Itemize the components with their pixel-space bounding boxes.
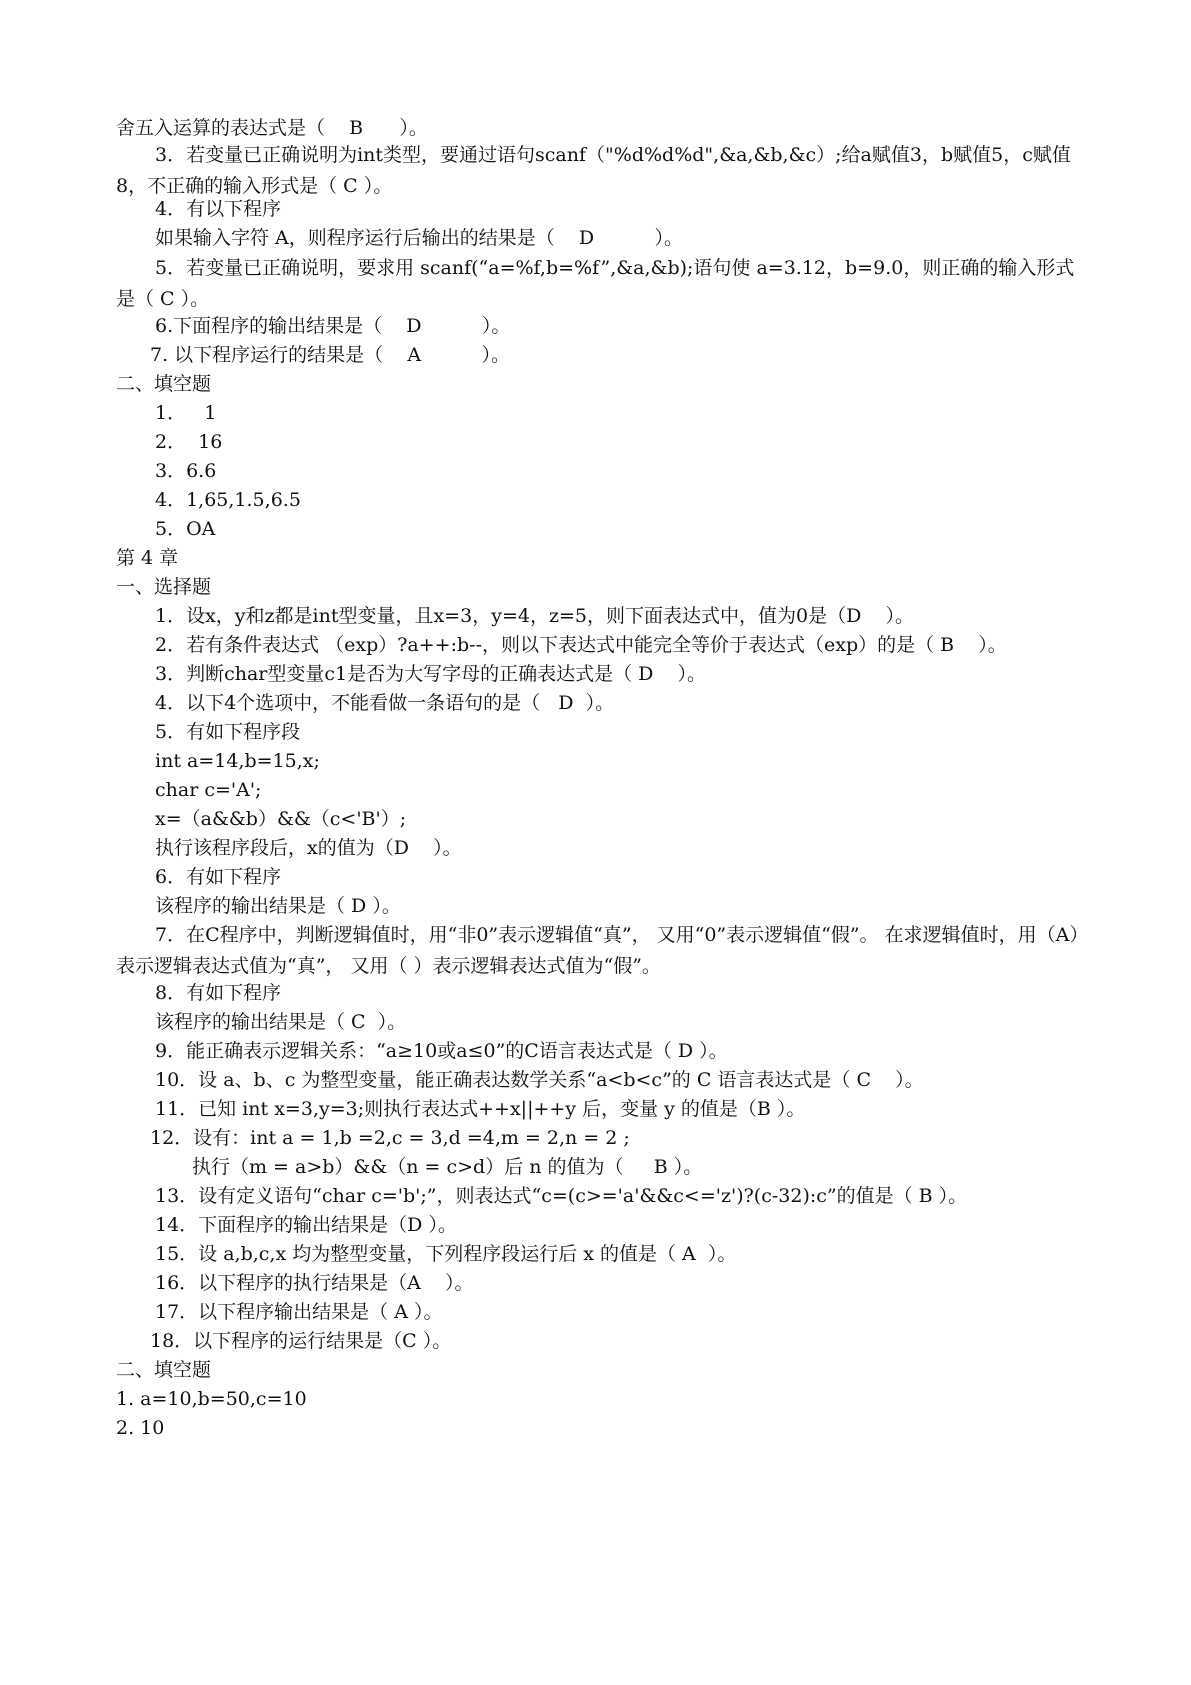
question-6-ch3: 6.下面程序的输出结果是（ D ）。 bbox=[155, 315, 511, 337]
answer-line: 该程序的输出结果是（ D ）。 bbox=[155, 895, 401, 917]
fill-answer-1: 1. a=10,b=50,c=10 bbox=[116, 1388, 307, 1410]
question-17-ch4: 17．以下程序输出结果是（ A ）。 bbox=[155, 1301, 443, 1323]
chapter-heading: 第 4 章 bbox=[116, 547, 179, 569]
question-4-ch4: 4．以下4个选项中，不能看做一条语句的是（ D ）。 bbox=[155, 692, 615, 714]
section-heading-fill-blank: 二、填空题 bbox=[116, 373, 212, 395]
answer-line: 该程序的输出结果是（ C ）。 bbox=[155, 1011, 407, 1033]
question-6-ch4: 6．有如下程序 bbox=[155, 866, 282, 888]
code-line: x=（a&&b）&&（c<'B'）; bbox=[155, 808, 407, 830]
fill-answer-2: 2. 10 bbox=[116, 1417, 165, 1439]
question-10-ch4: 10．设 a、b、c 为整型变量，能正确表达数学关系“a<b<c”的 C 语言表达式是（ C ）。 bbox=[155, 1069, 924, 1091]
question-9-ch4: 9．能正确表示逻辑关系：“a≥10或a≤0”的C语言表达式是（ D ）。 bbox=[155, 1040, 728, 1062]
question-5-ch3: 5．若变量已正确说明，要求用 scanf(“a=%f,b=%f”,&a,&b);语句使 a=3.12，b=9.0，则正确的输入形式是（ C ）。 bbox=[116, 257, 1075, 310]
answer-line: 执行（m = a>b）&&（n = c>d）后 n 的值为（ B ）。 bbox=[192, 1156, 703, 1178]
question-3-ch4: 3．判断char型变量c1是否为大写字母的正确表达式是（ D ）。 bbox=[155, 663, 707, 685]
code-line: int a=14,b=15,x; bbox=[155, 750, 320, 772]
question-12-ch4: 12．设有：int a = 1,b =2,c = 3,d =4,m = 2,n = 2 ; bbox=[150, 1127, 630, 1149]
fill-answer-3: 3．6.6 bbox=[155, 460, 217, 482]
answer-line: 执行该程序段后，x的值为（D ）。 bbox=[155, 837, 462, 859]
answer-line: 如果输入字符 A，则程序运行后输出的结果是（ D ）。 bbox=[155, 227, 684, 249]
fill-answer-2: 2． 16 bbox=[155, 431, 223, 453]
question-8-ch4: 8．有如下程序 bbox=[155, 982, 282, 1004]
question-7-ch4: 7．在C程序中，判断逻辑值时，用“非0”表示逻辑值“真”， 又用“0”表示逻辑值“假”。 在求逻辑值时，用（A）表示逻辑表达式值为“真”， 又用（ ）表示逻辑表达式值为“假”。 bbox=[116, 924, 1089, 977]
question-18-ch4: 18．以下程序的运行结果是（C ）。 bbox=[150, 1330, 452, 1352]
question-11-ch4: 11．已知 int x=3,y=3;则执行表达式++x||++y 后，变量 y 的值是（B ）。 bbox=[155, 1098, 806, 1120]
question-16-ch4: 16．以下程序的执行结果是（A ）。 bbox=[155, 1272, 474, 1294]
section-heading-choice: 一、选择题 bbox=[116, 576, 212, 598]
question-14-ch4: 14．下面程序的输出结果是（D ）。 bbox=[155, 1214, 457, 1236]
fill-answer-1: 1． 1 bbox=[155, 402, 217, 424]
question-2-ch4: 2．若有条件表达式 （exp）?a++:b--，则以下表达式中能完全等价于表达式（exp）的是（ B ）。 bbox=[155, 634, 1007, 656]
fill-answer-5: 5．OA bbox=[155, 518, 216, 540]
text-line: 舍五入运算的表达式是（ B ）。 bbox=[116, 117, 428, 139]
question-13-ch4: 13．设有定义语句“char c='b';”，则表达式“c=(c>='a'&&c<='z')?(c-32):c”的值是（ B ）。 bbox=[155, 1185, 968, 1207]
section-heading-fill-blank: 二、填空题 bbox=[116, 1359, 212, 1381]
question-4-ch3: 4．有以下程序 bbox=[155, 198, 282, 220]
question-7-ch3: 7. 以下程序运行的结果是（ A ）。 bbox=[150, 344, 510, 366]
question-15-ch4: 15．设 a,b,c,x 均为整型变量，下列程序段运行后 x 的值是（ A ）。 bbox=[155, 1243, 737, 1265]
question-5-ch4: 5．有如下程序段 bbox=[155, 721, 301, 743]
fill-answer-4: 4．1,65,1.5,6.5 bbox=[155, 489, 301, 511]
question-3-ch3: 3．若变量已正确说明为int类型，要通过语句scanf（"%d%d%d",&a,&b,&c）;给a赋值3，b赋值5，c赋值8，不正确的输入形式是（ C ）。 bbox=[116, 144, 1071, 197]
code-line: char c='A'; bbox=[155, 779, 262, 801]
question-1-ch4: 1．设x，y和z都是int型变量，且x=3，y=4，z=5，则下面表达式中，值为0是（D ）。 bbox=[155, 605, 914, 627]
